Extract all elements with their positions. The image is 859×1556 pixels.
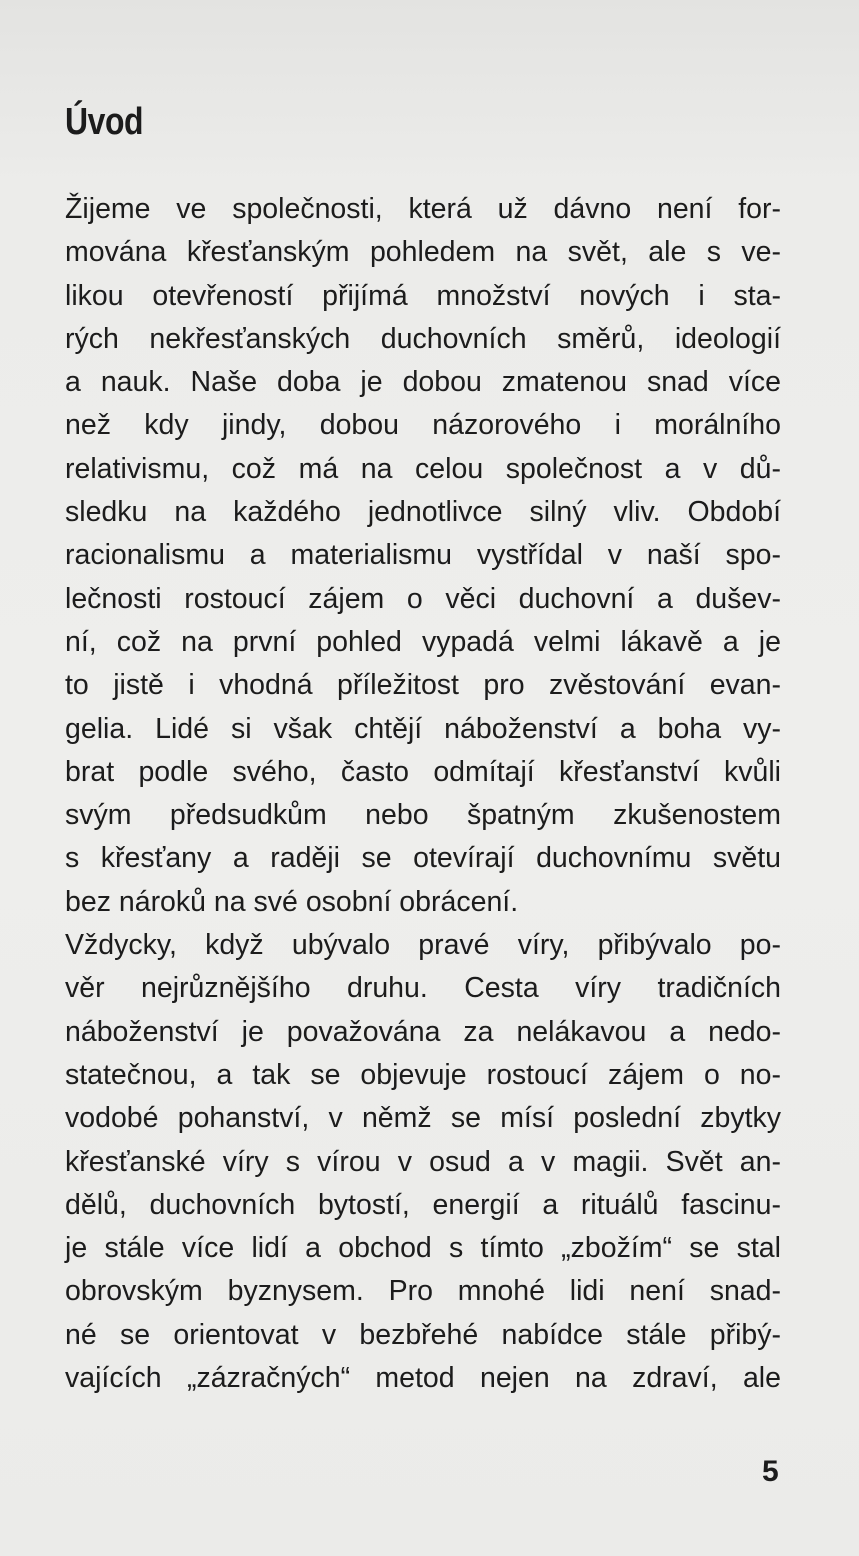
text-line: sledku na každého jednotlivce silný vliv. Období [65, 496, 781, 529]
text-line: to jistě i vhodná příležitost pro zvěstování evan- [65, 669, 781, 702]
text-line: bez nároků na své osobní obrácení. [65, 885, 519, 918]
text-line: gelia. Lidé si však chtějí náboženství a boha vy- [65, 712, 781, 745]
paragraph-1 [65, 188, 781, 924]
text-line: obrovským byznysem. Pro mnohé lidi není snad- [65, 1275, 781, 1308]
body-text [65, 188, 781, 1400]
text-line: Vždycky, když ubývalo pravé víry, přibývalo po- [65, 929, 781, 962]
text-line: brat podle svého, často odmítají křesťanství kvůli [65, 755, 781, 788]
page-number: 5 [762, 1455, 779, 1488]
text-line: je stále více lidí a obchod s tímto „zbožím“ se stal [65, 1232, 781, 1265]
text-line: relativismu, což má na celou společnost a v dů- [65, 452, 781, 485]
text-line: rých nekřesťanských duchovních směrů, ideologií [65, 322, 781, 355]
text-line: vajících „zázračných“ metod nejen na zdraví, ale [65, 1362, 781, 1395]
text-line: náboženství je považována za nelákavou a nedo- [65, 1015, 781, 1048]
text-line: svým předsudkům nebo špatným zkušenostem [65, 799, 781, 832]
text-line: ní, což na první pohled vypadá velmi lákavě a je [65, 625, 781, 658]
text-line: racionalismu a materialismu vystřídal v naší spo- [65, 539, 781, 572]
text-line: dělů, duchovních bytostí, energií a rituálů fascinu- [65, 1188, 781, 1221]
text-line: mována křesťanským pohledem na svět, ale s ve- [65, 236, 781, 269]
text-line: likou otevřeností přijímá množství nových i sta- [65, 279, 781, 312]
text-line: Žijeme ve společnosti, která už dávno není for- [65, 193, 781, 225]
chapter-heading: Úvod [65, 101, 144, 143]
text-line: křesťanské víry s vírou v osud a v magii. Svět an- [65, 1145, 781, 1178]
text-line: vodobé pohanství, v němž se mísí poslední zbytky [65, 1102, 781, 1135]
paragraph-2 [65, 924, 781, 1400]
text-line: než kdy jindy, dobou názorového i morálního [65, 409, 781, 442]
text-line: a nauk. Naše doba je dobou zmatenou snad více [65, 366, 781, 399]
text-line: né se orientovat v bezbřehé nabídce stále přibý- [65, 1318, 781, 1351]
text-line: věr nejrůznějšího druhu. Cesta víry tradičních [65, 972, 781, 1005]
text-line: statečnou, a tak se objevuje rostoucí zájem o no- [65, 1058, 781, 1091]
text-line: lečnosti rostoucí zájem o věci duchovní a dušev- [65, 582, 781, 615]
text-line: s křesťany a raději se otevírají duchovnímu světu [65, 842, 781, 875]
